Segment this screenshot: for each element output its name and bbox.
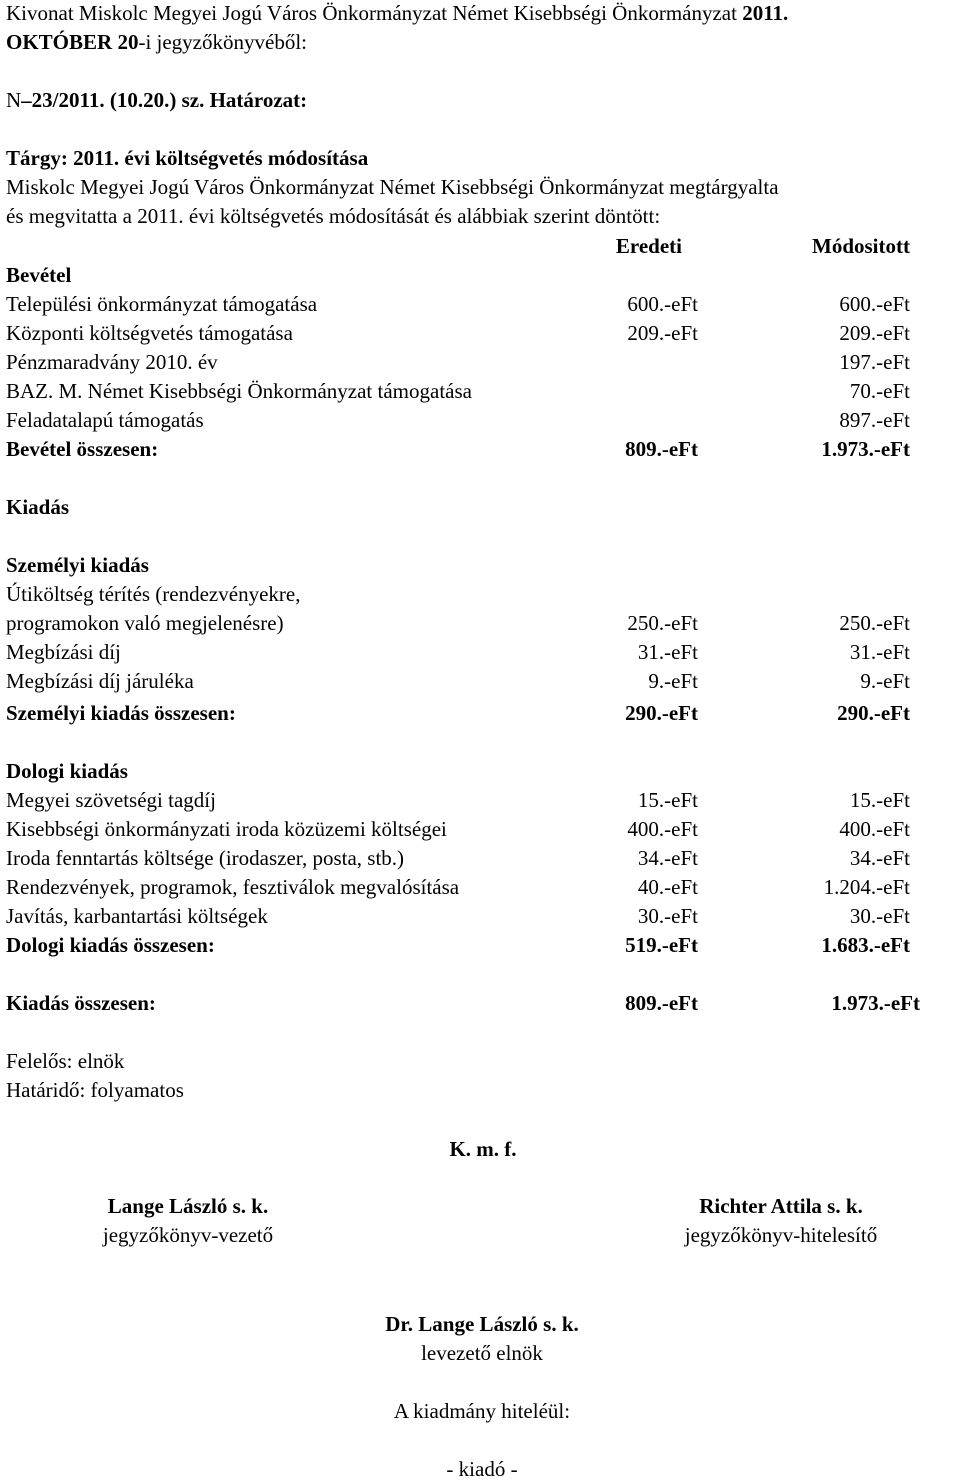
resolution-title: –23/2011. (10.20.) sz. Határozat:: [21, 88, 308, 112]
row-label: Javítás, karbantartási költségek: [6, 904, 268, 928]
total-modified: 290.-eFt: [837, 701, 910, 725]
row-label: Feladatalapú támogatás: [6, 408, 204, 432]
row-label: Kisebbségi önkormányzati iroda közüzemi költségei: [6, 817, 447, 841]
row-label: Megyei szövetségi tagdíj: [6, 788, 216, 812]
total-original: 290.-eFt: [625, 701, 698, 725]
total-label: Személyi kiadás összesen:: [6, 701, 236, 725]
row-modified-value: 70.-eFt: [849, 379, 910, 403]
row-label: Megbízási díj: [6, 640, 121, 664]
issuer-label: - kiadó -: [446, 1457, 518, 1481]
signature-left-name: Lange László s. k.: [107, 1194, 269, 1218]
personal-expense-title: Személyi kiadás: [6, 553, 149, 577]
total-label: Dologi kiadás összesen:: [6, 933, 215, 957]
signature-center-name: Dr. Lange László s. k.: [385, 1312, 579, 1336]
total-row: [0, 435, 960, 464]
row-label: BAZ. M. Német Kisebbségi Önkormányzat támogatása: [6, 379, 472, 403]
expense-title: Kiadás: [6, 495, 70, 519]
row-label: Települési önkormányzat támogatása: [6, 292, 318, 316]
row-original-value: 600.-eFt: [627, 292, 698, 316]
row-original-value: 34.-eFt: [637, 846, 698, 870]
row-label: Megbízási díj járuléka: [6, 669, 194, 693]
table-row: [0, 638, 960, 667]
subject: Tárgy: 2011. évi költségvetés módosítása: [6, 146, 369, 170]
responsible: Felelős: elnök: [6, 1049, 125, 1073]
expense-grand-total-row: [0, 989, 960, 1018]
row-modified-value: 15.-eFt: [849, 788, 910, 812]
row-modified-value: 9.-eFt: [860, 669, 910, 693]
table-row: [0, 580, 960, 609]
intro-line-2: és megvitatta a 2011. évi költségvetés módosítását és alábbiak szerint döntött:: [6, 204, 661, 228]
income-title: Bevétel: [6, 263, 72, 287]
expense-grand-total-modified: 1.973.-eFt: [831, 991, 920, 1015]
signature-right-name: Richter Attila s. k.: [699, 1194, 863, 1218]
row-original-value: 30.-eFt: [637, 904, 698, 928]
header-line-1-text: Kivonat Miskolc Megyei Jogú Város Önkormányzat Német Kisebbségi Önkormányzat: [6, 1, 743, 25]
header-year: 2011.: [742, 1, 789, 25]
intro-line-1: Miskolc Megyei Jogú Város Önkormányzat Német Kisebbségi Önkormányzat megtárgyalta: [6, 175, 779, 199]
total-row: [0, 699, 960, 728]
total-original: 809.-eFt: [625, 437, 698, 461]
total-modified: 1.973.-eFt: [821, 437, 910, 461]
row-modified-value: 400.-eFt: [839, 817, 910, 841]
signature-left-role: jegyzőkönyv-vezető: [102, 1223, 274, 1247]
total-original: 519.-eFt: [625, 933, 698, 957]
deadline: Határidő: folyamatos: [6, 1078, 184, 1102]
row-label: Rendezvények, programok, fesztiválok megvalósítása: [6, 875, 460, 899]
expense-grand-total-label: Kiadás összesen:: [6, 991, 156, 1015]
row-original-value: 15.-eFt: [637, 788, 698, 812]
row-modified-value: 250.-eFt: [839, 611, 910, 635]
row-modified-value: 1.204.-eFt: [823, 875, 910, 899]
table-row: [0, 815, 960, 844]
row-original-value: 400.-eFt: [627, 817, 698, 841]
row-original-value: 250.-eFt: [627, 611, 698, 635]
certified-label: A kiadmány hiteléül:: [393, 1399, 571, 1423]
table-row: [0, 319, 960, 348]
table-row: [0, 406, 960, 435]
row-modified-value: 34.-eFt: [849, 846, 910, 870]
signature-right-role: jegyzőkönyv-hitelesítő: [684, 1223, 878, 1247]
table-row: [0, 377, 960, 406]
header-line-1: [6, 0, 788, 28]
table-row: [0, 786, 960, 815]
row-modified-value: 600.-eFt: [839, 292, 910, 316]
row-label: Iroda fenntartás költsége (irodaszer, posta, stb.): [6, 846, 405, 870]
row-modified-value: 897.-eFt: [839, 408, 910, 432]
row-label: Útiköltség térítés (rendezvényekre,: [6, 582, 301, 606]
row-modified-value: 30.-eFt: [849, 904, 910, 928]
row-original-value: 40.-eFt: [637, 875, 698, 899]
header-line-2: [6, 28, 307, 57]
signature-center-role: levezető elnök: [421, 1341, 543, 1365]
kmf: K. m. f.: [449, 1137, 517, 1161]
row-modified-value: 31.-eFt: [849, 640, 910, 664]
row-label: Központi költségvetés támogatása: [6, 321, 293, 345]
table-row: [0, 609, 960, 638]
column-headers: [0, 232, 960, 261]
header-line-2-text: -i jegyzőkönyvéből:: [138, 30, 307, 54]
column-header-modified: Módositott: [812, 234, 910, 258]
row-original-value: 31.-eFt: [637, 640, 698, 664]
row-modified-value: 209.-eFt: [839, 321, 910, 345]
total-row: [0, 931, 960, 960]
table-row: [0, 902, 960, 931]
row-original-value: 209.-eFt: [627, 321, 698, 345]
total-modified: 1.683.-eFt: [821, 933, 910, 957]
header-date: OKTÓBER 20: [6, 30, 139, 54]
table-row: [0, 873, 960, 902]
row-label: programokon való megjelenésre): [6, 611, 284, 635]
column-header-original: Eredeti: [615, 234, 682, 258]
expense-grand-total-original: 809.-eFt: [625, 991, 698, 1015]
table-row: [0, 667, 960, 696]
table-row: [0, 844, 960, 873]
table-row: [0, 290, 960, 319]
row-original-value: 9.-eFt: [648, 669, 698, 693]
table-row: [0, 348, 960, 377]
resolution-number: [6, 86, 307, 115]
row-modified-value: 197.-eFt: [839, 350, 910, 374]
resolution-prefix: N: [6, 88, 22, 112]
material-expense-title: Dologi kiadás: [6, 759, 128, 783]
row-label: Pénzmaradvány 2010. év: [6, 350, 218, 374]
total-label: Bevétel összesen:: [6, 437, 159, 461]
